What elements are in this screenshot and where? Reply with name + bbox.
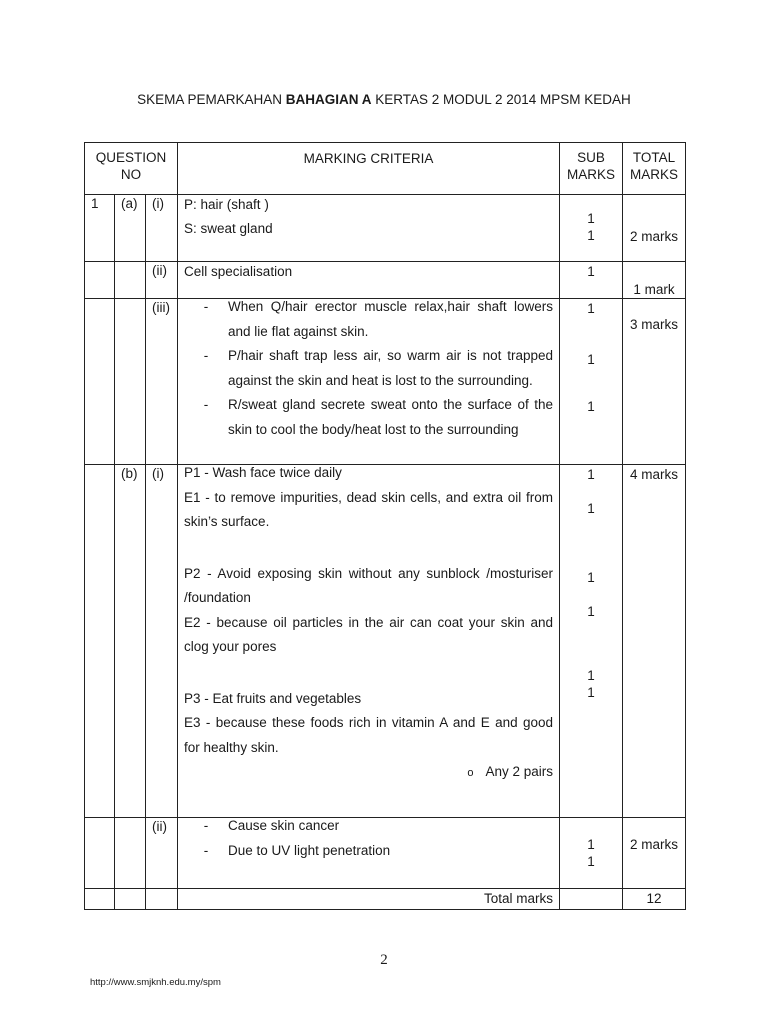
question-part: (b) (115, 465, 146, 818)
criteria-bullet-text: R/sweat gland secrete sweat onto the surface of the skin to cool the body/heat lost to the surrounding (228, 397, 554, 437)
point-line: P1 - Wash face twice daily (184, 465, 342, 480)
criteria-bullet (184, 393, 553, 442)
total-marks-cell (623, 818, 686, 889)
table-row (85, 195, 686, 262)
table-row (85, 262, 686, 299)
explanation-line: E2 - because oil particles in the air can coat your skin and clog your pores (184, 614, 554, 654)
criteria-bullet-text: Cause skin cancer (228, 818, 340, 833)
criteria-bullet-text: When Q/hair erector muscle relax,hair shaft lowers and lie flat against skin. (228, 299, 554, 339)
sub-marks-header: SUB MARKS (560, 143, 623, 195)
table-row (85, 299, 686, 465)
sub-marks-cell (560, 465, 623, 818)
criteria-line: Cell specialisation (184, 264, 293, 279)
dash-bullet-icon: - (203, 842, 209, 858)
criteria-line: S: sweat gland (184, 221, 273, 236)
criteria-bullet-text: Due to UV light penetration (228, 842, 391, 858)
marking-criteria-header: MARKING CRITERIA (178, 143, 560, 195)
sub-marks-cell (560, 262, 623, 299)
criteria-cell (178, 195, 560, 262)
total-mark: 2 marks (630, 837, 679, 852)
criteria-cell (178, 465, 560, 818)
criteria-bullet (184, 295, 553, 344)
criteria-bullet (184, 814, 553, 839)
dash-bullet-icon: - (203, 299, 209, 314)
question-subpart: (i) (146, 465, 178, 818)
total-marks-header: TOTAL MARKS (623, 143, 686, 195)
total-marks-cell (623, 195, 686, 262)
table-row (85, 465, 686, 818)
total-mark: 1 mark (633, 282, 675, 297)
header-row (85, 143, 686, 195)
table-row (85, 818, 686, 889)
criteria-cell (178, 262, 560, 299)
sub-mark: 1 (587, 668, 595, 683)
question-subpart: (ii) (146, 818, 178, 889)
heading-bold: BAHAGIAN A (285, 92, 372, 107)
dash-bullet-icon: - (203, 818, 209, 833)
footer-url-link[interactable]: http://www.smjknh.edu.my/spm (90, 977, 221, 988)
heading-suffix: KERTAS 2 MODUL 2 2014 MPSM KEDAH (371, 92, 631, 107)
question-number: 1 (85, 195, 115, 262)
question-subpart: (ii) (146, 262, 178, 299)
dash-bullet-icon: - (203, 348, 209, 363)
sub-marks-cell (560, 299, 623, 465)
criteria-bullet-text: P/hair shaft trap less air, so warm air is not trapped against the skin and heat is lost to the surrounding. (228, 348, 554, 388)
total-mark: 4 marks (630, 467, 679, 482)
any-pairs-text: Any 2 pairs (485, 764, 554, 779)
explanation-line: E3 - because these foods rich in vitamin A and E and good for healthy skin. (184, 715, 554, 755)
page-heading (0, 92, 768, 107)
page-number: 2 (380, 952, 388, 968)
total-row (85, 889, 686, 910)
sub-mark: 1 (587, 211, 595, 226)
marking-scheme-table (84, 142, 686, 910)
point-line: P3 - Eat fruits and vegetables (184, 690, 362, 706)
question-subpart: (i) (146, 195, 178, 262)
criteria-bullet (184, 839, 553, 864)
total-mark: 3 marks (630, 317, 679, 332)
total-marks-cell (623, 465, 686, 818)
sub-mark: 1 (587, 501, 595, 516)
total-mark: 2 marks (630, 229, 679, 244)
any-pairs-note (184, 760, 553, 786)
criteria-cell (178, 299, 560, 465)
criteria-bullet (184, 344, 553, 393)
sub-mark: 1 (587, 264, 595, 279)
point-line: P2 - Avoid exposing skin without any sunblock /mosturiser /foundation (184, 565, 554, 605)
dash-bullet-icon: - (203, 397, 209, 412)
sub-mark: 1 (587, 352, 595, 367)
sub-marks-cell (560, 818, 623, 889)
sub-mark: 1 (587, 854, 595, 869)
total-label: Total marks (178, 889, 560, 910)
circle-bullet-icon: o (467, 767, 474, 779)
sub-mark: 1 (587, 301, 595, 316)
criteria-line: P: hair (shaft ) (184, 197, 269, 212)
sub-mark: 1 (587, 837, 595, 852)
question-no-header: QUESTION NO (85, 143, 178, 195)
grand-total: 12 (623, 889, 686, 910)
sub-mark: 1 (587, 685, 595, 700)
total-marks-cell (623, 262, 686, 299)
question-part: (a) (115, 195, 146, 262)
sub-mark: 1 (587, 467, 595, 482)
total-marks-cell (623, 299, 686, 465)
explanation-line: E1 - to remove impurities, dead skin cells, and extra oil from skin’s surface. (184, 489, 554, 529)
sub-marks-cell (560, 195, 623, 262)
sub-mark: 1 (587, 399, 595, 414)
sub-mark: 1 (587, 228, 595, 243)
heading-prefix: SKEMA PEMARKAHAN (137, 92, 286, 107)
sub-mark: 1 (587, 604, 595, 619)
question-subpart: (iii) (146, 299, 178, 465)
criteria-cell (178, 818, 560, 889)
sub-mark: 1 (587, 570, 595, 585)
